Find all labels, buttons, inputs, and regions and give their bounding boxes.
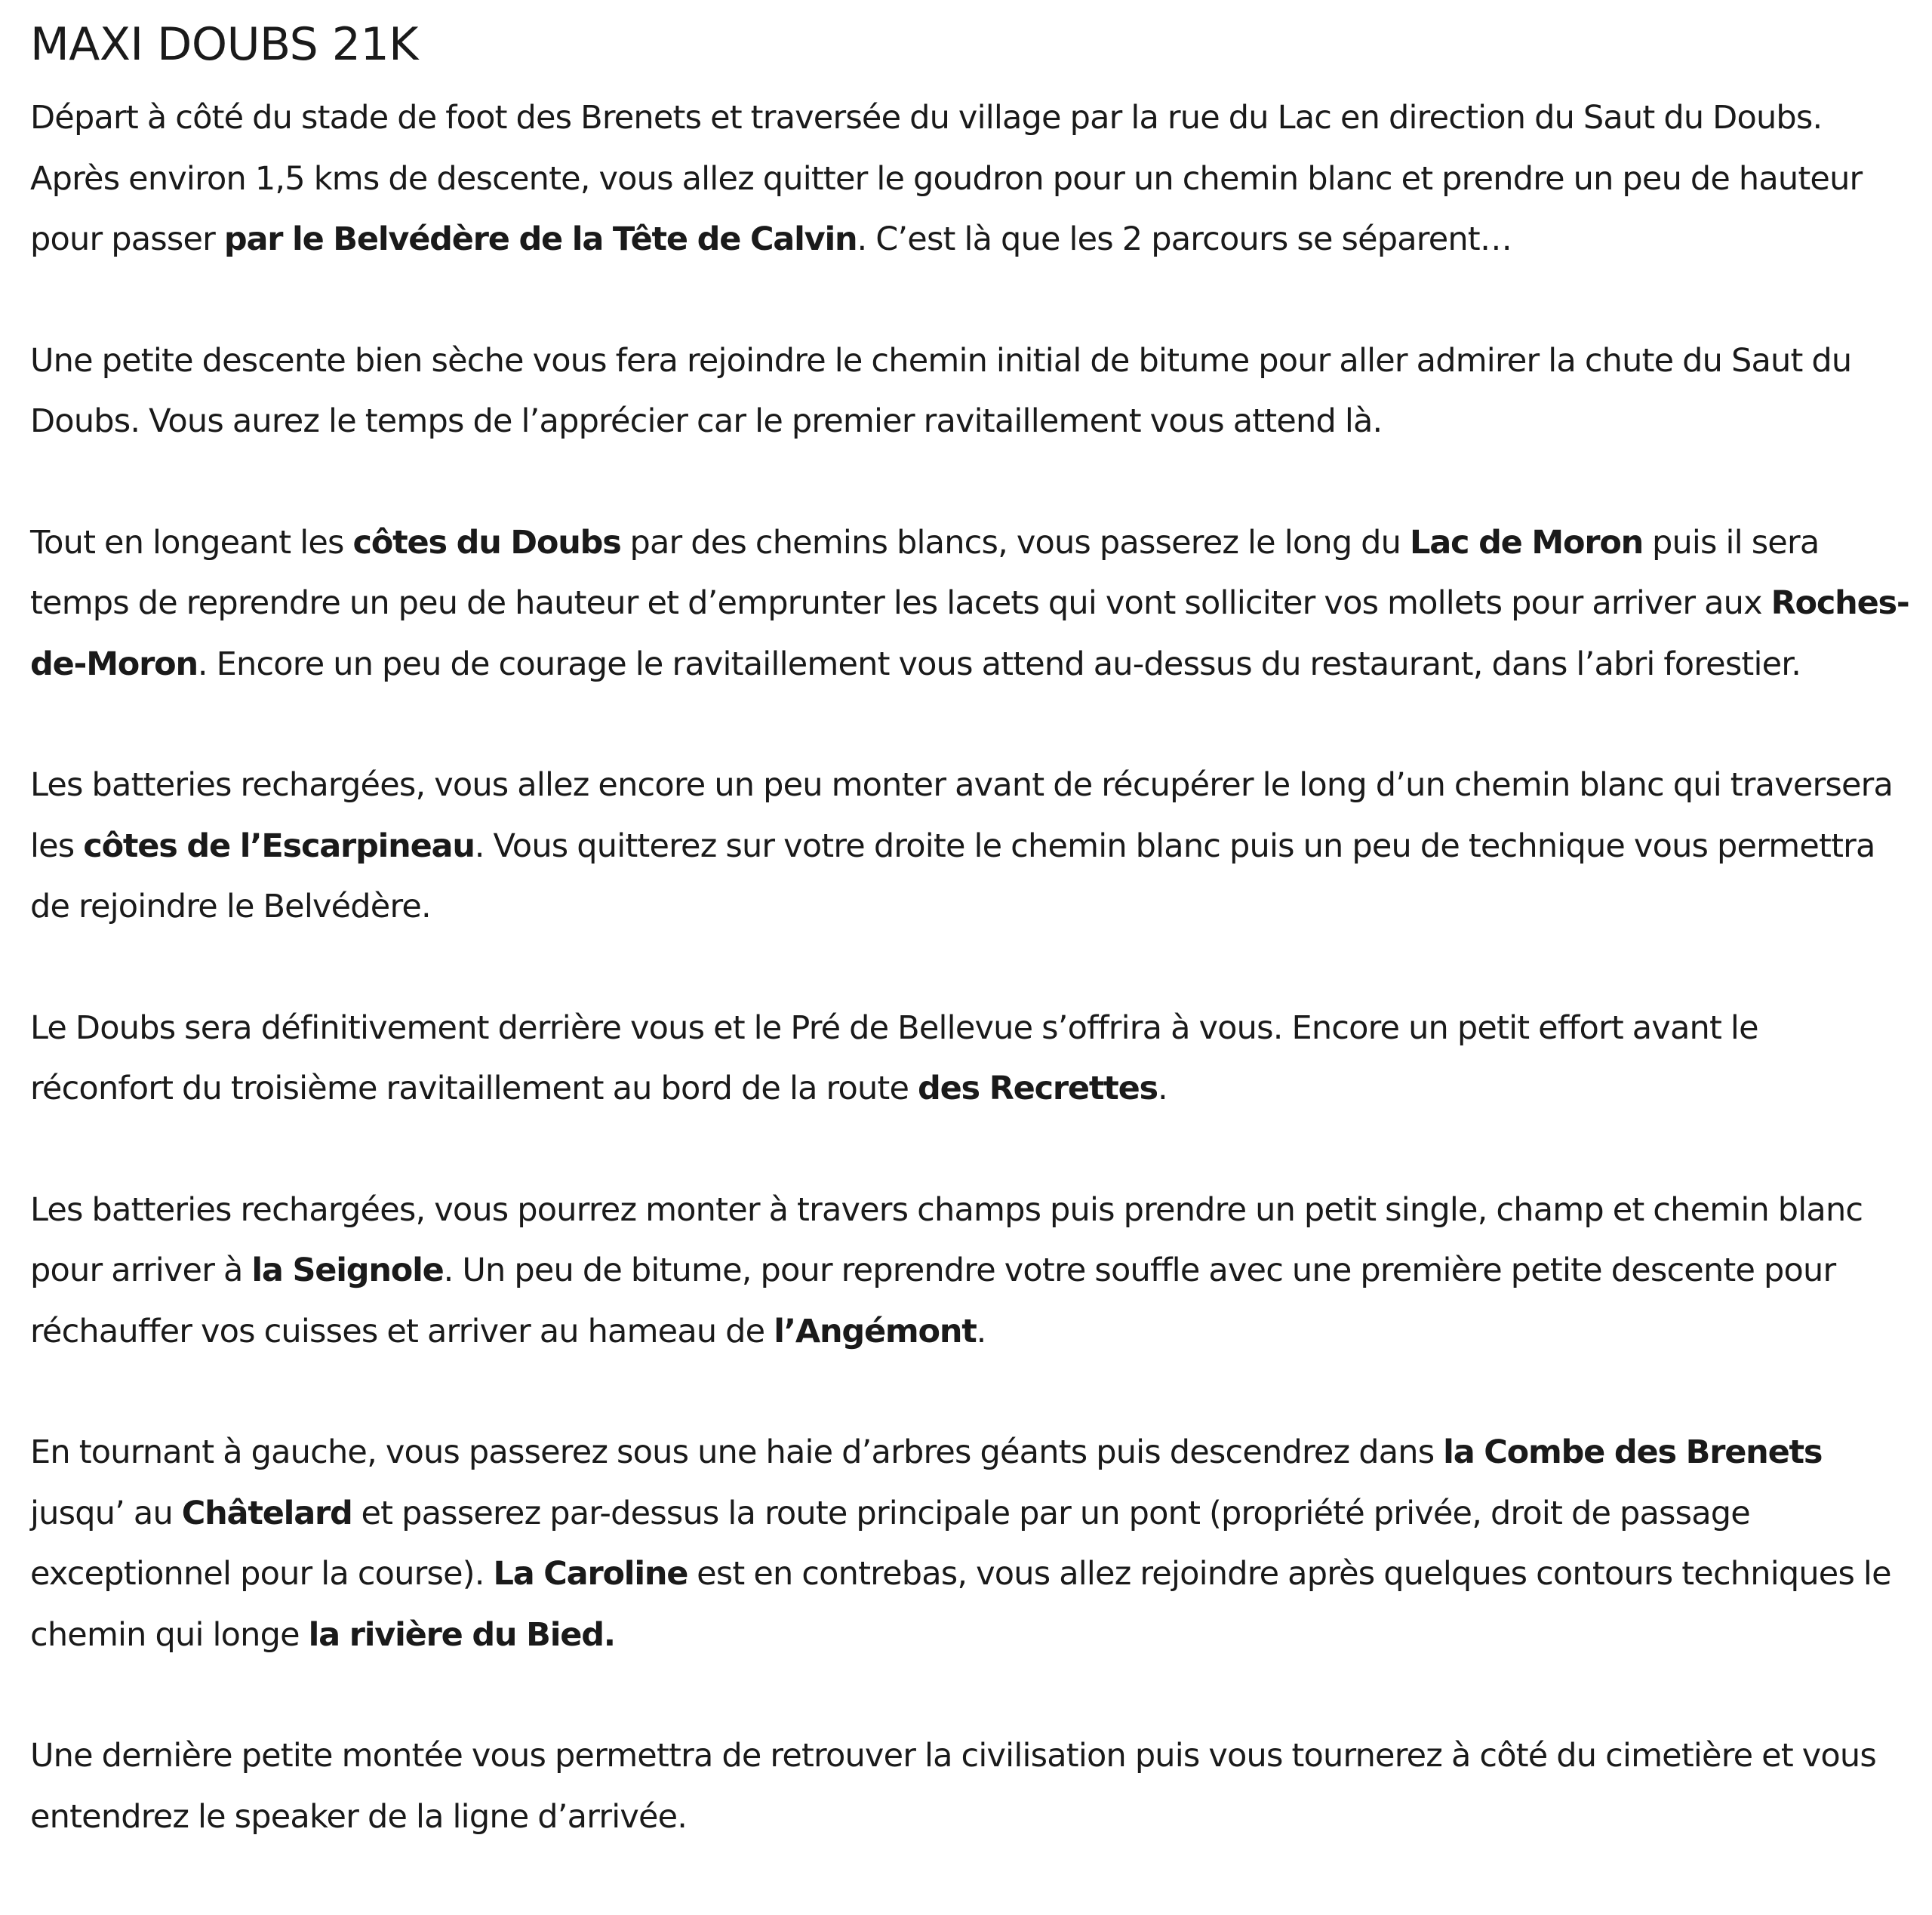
paragraph-text: . Encore un peu de courage le ravitaillement vous attend au-dessus du restaurant, dans l’abri forestier. bbox=[197, 645, 1801, 683]
paragraph-text: et passerez par-dessus la route principale par un pont (propriété privée, droit de passage exceptionnel pour la course). bbox=[30, 1494, 1750, 1593]
article bbox=[30, 0, 1909, 1847]
bold-place-name: Lac de Moron bbox=[1410, 523, 1644, 562]
paragraph-text: Tout en longeant les bbox=[30, 523, 353, 562]
bold-place-name: par le Belvédère de la Tête de Calvin bbox=[223, 220, 857, 258]
bold-place-name: la Seignole bbox=[251, 1252, 444, 1289]
paragraph-text: jusqu’ au bbox=[30, 1494, 182, 1532]
paragraph-text: Les batteries rechargées, vous pourrez monter à travers champs puis prendre un petit single, champ et chemin blanc pour arriver à bbox=[30, 1190, 1863, 1289]
paragraph-text: puis il sera temps de reprendre un peu de hauteur et d’emprunter les lacets qui vont solliciter vos mollets pour arriver aux bbox=[30, 523, 1820, 622]
paragraph-text: En tournant à gauche, vous passerez sous une haie d’arbres géants puis descendrez dans bbox=[30, 1433, 1444, 1471]
paragraph bbox=[30, 1726, 1909, 1847]
paragraph-text: . C’est là que les 2 parcours se séparent… bbox=[857, 220, 1512, 258]
paragraph-text: Le Doubs sera définitivement derrière vous et le Pré de Bellevue s’offrira à vous. Encore un petit effort avant le réconfort du troisième ravitaillement au bord de la route bbox=[30, 1008, 1758, 1107]
paragraph bbox=[30, 88, 1909, 270]
paragraph bbox=[30, 998, 1909, 1119]
paragraph-text: Les batteries rechargées, vous allez encore un peu monter avant de récupérer le long d’un chemin blanc qui traversera les bbox=[30, 766, 1894, 865]
paragraph-text: Une petite descente bien sèche vous fera rejoindre le chemin initial de bitume pour aller admirer la chute du Saut du Doubs. Vous aurez le temps de l’apprécier car le premier ravitaillement vous attend là. bbox=[30, 341, 1852, 440]
paragraph-text: . bbox=[976, 1312, 986, 1350]
bold-place-name: côtes de l’Escarpineau bbox=[83, 827, 475, 865]
paragraph-text: Une dernière petite montée vous permettra de retrouver la civilisation puis vous tournerez à côté du cimetière et vous entendrez le speaker de la ligne d’arrivée. bbox=[30, 1737, 1876, 1836]
page-title: MAXI DOUBS 21K bbox=[30, 18, 418, 71]
bold-place-name: des Recrettes bbox=[918, 1070, 1158, 1107]
paragraph-text: . bbox=[1157, 1070, 1168, 1107]
bold-place-name: côtes du Doubs bbox=[352, 523, 621, 562]
paragraph-text: par des chemins blancs, vous passerez le long du bbox=[620, 523, 1410, 562]
paragraph-text: est en contrebas, vous allez rejoindre après quelques contours techniques le chemin qui longe bbox=[30, 1555, 1891, 1654]
bold-place-name: Châtelard bbox=[181, 1494, 352, 1532]
paragraph-text: . Vous quitterez sur votre droite le chemin blanc puis un peu de technique vous permettra de rejoindre le Belvédère. bbox=[30, 827, 1875, 925]
paragraph bbox=[30, 1180, 1909, 1362]
paragraph-text: . Un peu de bitume, pour reprendre votre souffle avec une première petite descente pour réchauffer vos cuisses et arriver au hameau de bbox=[30, 1252, 1836, 1350]
bold-place-name: l’Angémont bbox=[774, 1312, 977, 1350]
paragraph bbox=[30, 755, 1909, 937]
bold-place-name: La Caroline bbox=[493, 1555, 688, 1593]
bold-place-name: Roches-de-Moron bbox=[30, 584, 1909, 683]
paragraph-text: Départ à côté du stade de foot des Brenets et traversée du village par la rue du Lac en direction du Saut du Doubs. Après environ 1,5 kms de descente, vous allez quitter le goudron pour un chemin blanc et prendre un peu de hauteur pour passer bbox=[30, 99, 1863, 258]
bold-place-name: la rivière du Bied. bbox=[308, 1615, 615, 1654]
paragraph bbox=[30, 513, 1909, 695]
article-body bbox=[30, 88, 1909, 1847]
paragraph bbox=[30, 1422, 1909, 1665]
paragraph bbox=[30, 331, 1909, 452]
bold-place-name: la Combe des Brenets bbox=[1443, 1433, 1823, 1471]
